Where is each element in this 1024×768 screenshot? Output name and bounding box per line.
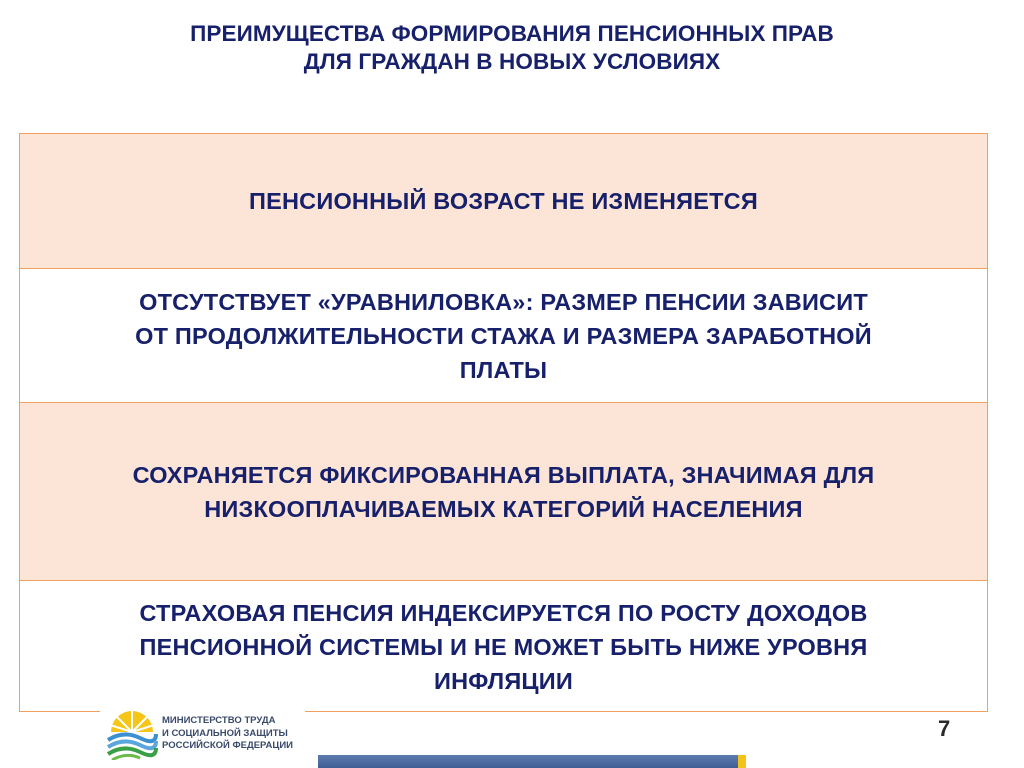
table-row [20, 134, 987, 268]
row-text: СТРАХОВАЯ ПЕНСИЯ ИНДЕКСИРУЕТСЯ ПО РОСТУ ДОХОДОВ ПЕНСИОННОЙ СИСТЕМЫ И НЕ МОЖЕТ БЫТЬ НИЖЕ УРОВНЯ ИНФЛЯЦИИ [139, 600, 868, 694]
row-text: ПЕНСИОННЫЙ ВОЗРАСТ НЕ ИЗМЕНЯЕТСЯ [249, 188, 758, 214]
footer-bar [318, 755, 738, 768]
ministry-name: МИНИСТЕРСТВО ТРУДА И СОЦИАЛЬНОЙ ЗАЩИТЫ РОССИЙСКОЙ ФЕДЕРАЦИИ [162, 715, 294, 751]
table-row [20, 402, 987, 580]
slide-title-line-2: ДЛЯ ГРАЖДАН В НОВЫХ УСЛОВИЯХ [303, 49, 721, 74]
row-text: СОХРАНЯЕТСЯ ФИКСИРОВАННАЯ ВЫПЛАТА, ЗНАЧИМАЯ ДЛЯ НИЗКООПЛАЧИВАЕМЫХ КАТЕГОРИЙ НАСЕЛЕНИЯ [132, 461, 875, 522]
slide-title-line-1: ПРЕИМУЩЕСТВА ФОРМИРОВАНИЯ ПЕНСИОННЫХ ПРАВ [190, 21, 834, 46]
page-number: 7 [938, 716, 951, 741]
advantages-table [19, 133, 988, 712]
footer-bar-accent [738, 755, 746, 768]
ministry-logo [100, 708, 305, 768]
table-row [20, 268, 987, 402]
ministry-logo-icon [106, 710, 158, 760]
slide-title [0, 20, 1024, 76]
table-row [20, 580, 987, 712]
row-text: ОТСУТСТВУЕТ «УРАВНИЛОВКА»: РАЗМЕР ПЕНСИИ ЗАВИСИТ ОТ ПРОДОЛЖИТЕЛЬНОСТИ СТАЖА И РАЗМЕРА ЗАРАБОТНОЙ ПЛАТЫ [135, 288, 872, 383]
